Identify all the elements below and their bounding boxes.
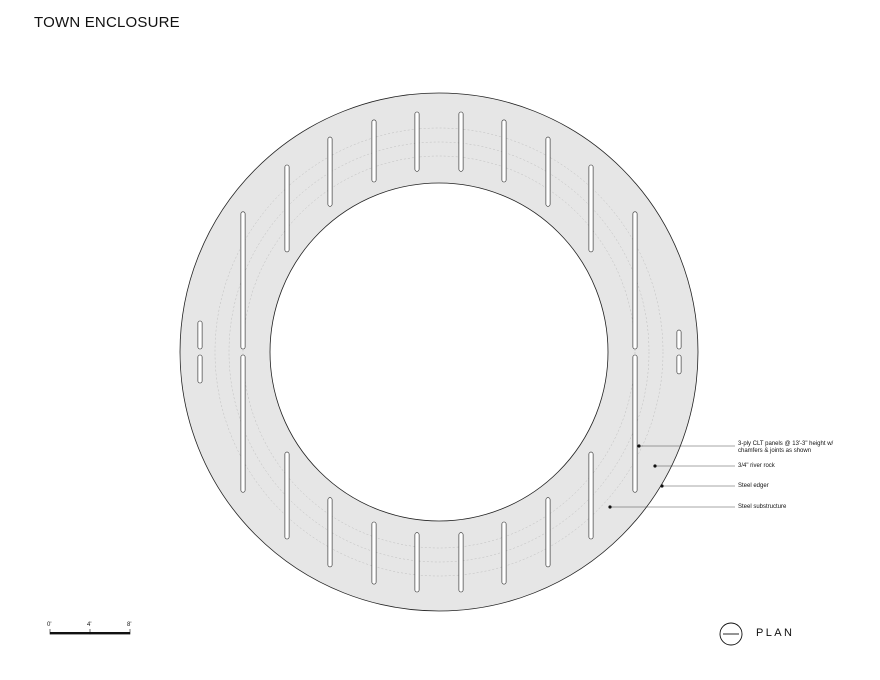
leader-dot-river-rock <box>654 465 657 468</box>
clt-panel-slot-17 <box>546 498 550 567</box>
clt-panel-slot-16 <box>546 137 550 206</box>
callout-steel-edger: Steel edger <box>738 483 769 489</box>
scale-bar-segment-1 <box>50 632 90 634</box>
clt-panel-slot-0 <box>198 321 202 349</box>
scale-bar-segment-2 <box>90 632 130 634</box>
scale-bar <box>50 629 130 634</box>
leader-dot-steel-substructure <box>609 506 612 509</box>
clt-panel-slot-4 <box>285 165 289 252</box>
callout-river-rock: 3/4" river rock <box>738 463 775 469</box>
scale-label-0: 0' <box>47 622 52 628</box>
plan-label: PLAN <box>756 627 795 639</box>
clt-panel-slot-21 <box>633 355 637 492</box>
clt-panel-slot-9 <box>372 522 376 584</box>
clt-panel-slot-15 <box>502 522 506 584</box>
drawing-title: TOWN ENCLOSURE <box>34 14 180 31</box>
clt-panel-slot-1 <box>198 355 202 383</box>
callout-clt-panels: 3-ply CLT panels @ 13'-3" height w/ chamfers & joints as shown <box>738 441 834 454</box>
clt-panel-slot-2 <box>241 212 245 349</box>
clt-panel-slot-10 <box>415 112 419 171</box>
clt-panel-slot-14 <box>502 120 506 182</box>
clt-panel-slot-20 <box>633 212 637 349</box>
enclosure-ring <box>180 93 698 611</box>
clt-panel-slot-12 <box>459 112 463 171</box>
scale-label-8: 8' <box>127 622 132 628</box>
plan-symbol-icon <box>720 623 742 645</box>
clt-panel-slot-7 <box>328 498 332 567</box>
leader-dot-steel-edger <box>661 485 664 488</box>
clt-panel-slot-13 <box>459 533 463 592</box>
clt-panel-slot-22 <box>677 330 681 349</box>
leader-dot-clt-panels <box>638 445 641 448</box>
callout-steel-substructure: Steel substructure <box>738 504 787 510</box>
clt-panel-slot-3 <box>241 355 245 492</box>
scale-label-4: 4' <box>87 622 92 628</box>
clt-panel-slot-6 <box>328 137 332 206</box>
clt-panel-slot-19 <box>589 452 593 539</box>
clt-panel-slot-23 <box>677 355 681 374</box>
clt-panel-slot-18 <box>589 165 593 252</box>
clt-panel-slot-11 <box>415 533 419 592</box>
clt-panel-slot-5 <box>285 452 289 539</box>
clt-panel-slot-8 <box>372 120 376 182</box>
